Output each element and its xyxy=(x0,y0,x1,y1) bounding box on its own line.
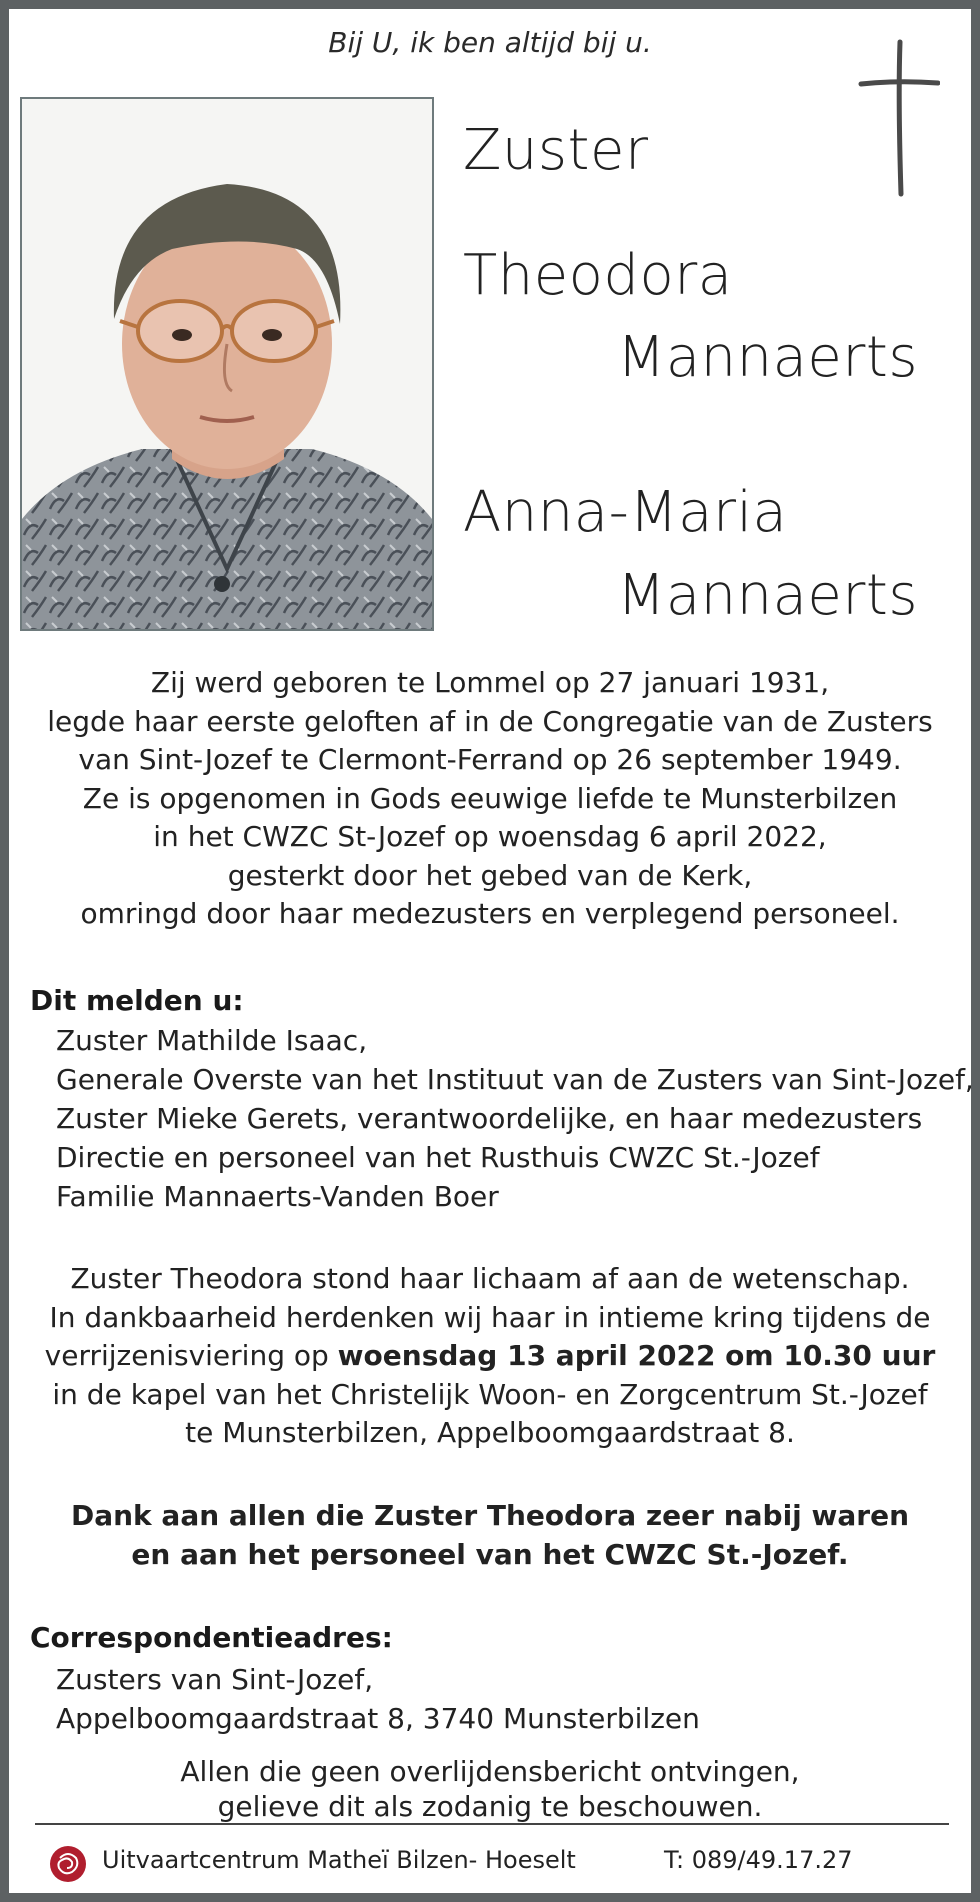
correspondence-address xyxy=(56,1660,700,1738)
announcers-heading: Dit melden u: xyxy=(30,984,244,1017)
service-paragraph xyxy=(0,1260,980,1453)
address-line: Zusters van Sint-Jozef, xyxy=(56,1663,374,1696)
biography-line: van Sint-Jozef te Clermont-Ferrand op 26 september 1949. xyxy=(78,743,902,776)
service-line: in de kapel van het Christelijk Woon- en Zorgcentrum St.-Jozef xyxy=(52,1377,928,1411)
notice-paragraph xyxy=(0,1754,980,1824)
biography-line: gesterkt door het gebed van de Kerk, xyxy=(227,858,753,892)
biography-paragraph xyxy=(0,664,980,934)
thanks-paragraph xyxy=(0,1497,980,1574)
civil-first-name: Anna-Maria xyxy=(463,480,788,545)
service-line xyxy=(0,1337,980,1376)
footer-divider xyxy=(35,1823,949,1825)
name-title: Zuster xyxy=(463,118,649,183)
funeral-home-phone: T: 089/49.17.27 xyxy=(664,1846,853,1874)
portrait-illustration xyxy=(22,99,432,629)
list-item: Directie en personeel van het Rusthuis CWZC St.-Jozef xyxy=(56,1141,820,1174)
civil-last-name: Mannaerts xyxy=(617,563,919,628)
notice-line: gelieve dit als zodanig te beschouwen. xyxy=(217,1790,763,1823)
portrait-photo xyxy=(20,97,434,631)
rose-icon xyxy=(48,1844,88,1884)
service-datetime: woensdag 13 april 2022 om 10.30 uur xyxy=(337,1339,936,1372)
service-line: In dankbaarheid herdenken wij haar in intieme kring tijdens de xyxy=(49,1300,931,1334)
biography-line: Ze is opgenomen in Gods eeuwige liefde te Munsterbilzen xyxy=(82,781,898,815)
biography-line: in het CWZC St-Jozef op woensdag 6 april 2022, xyxy=(153,820,827,853)
list-item: Zuster Mieke Gerets, verantwoordelijke, en haar medezusters xyxy=(56,1102,923,1135)
religious-last-name: Mannaerts xyxy=(617,325,919,390)
address-line: Appelboomgaardstraat 8, 3740 Munsterbilzen xyxy=(56,1702,700,1735)
thanks-line: Dank aan allen die Zuster Theodora zeer nabij waren xyxy=(70,1499,910,1532)
list-item: Generale Overste van het Instituut van de Zusters van Sint-Jozef, xyxy=(56,1063,974,1096)
service-line: Zuster Theodora stond haar lichaam af aan de wetenschap. xyxy=(70,1262,910,1295)
notice-line: Allen die geen overlijdensbericht ontvingen, xyxy=(180,1755,800,1788)
correspondence-heading: Correspondentieadres: xyxy=(30,1621,393,1654)
biography-line: omringd door haar medezusters en verplegend personeel. xyxy=(80,897,900,930)
funeral-home-name: Uitvaartcentrum Matheï Bilzen- Hoeselt xyxy=(102,1846,576,1874)
announcers-list xyxy=(56,1021,974,1216)
motto-text: Bij U, ik ben altijd bij u. xyxy=(328,26,652,59)
biography-line: Zij werd geboren te Lommel op 27 januari 1931, xyxy=(150,666,830,699)
biography-line: legde haar eerste geloften af in de Congregatie van de Zusters xyxy=(47,704,933,738)
service-prefix: verrijzenisviering op xyxy=(44,1339,338,1372)
service-line: te Munsterbilzen, Appelboomgaardstraat 8. xyxy=(185,1416,795,1449)
religious-first-name: Theodora xyxy=(463,243,733,308)
list-item: Zuster Mathilde Isaac, xyxy=(56,1024,368,1057)
cross-icon xyxy=(858,38,940,198)
thanks-line: en aan het personeel van het CWZC St.-Jozef. xyxy=(131,1537,849,1571)
list-item: Familie Mannaerts-Vanden Boer xyxy=(56,1180,499,1213)
